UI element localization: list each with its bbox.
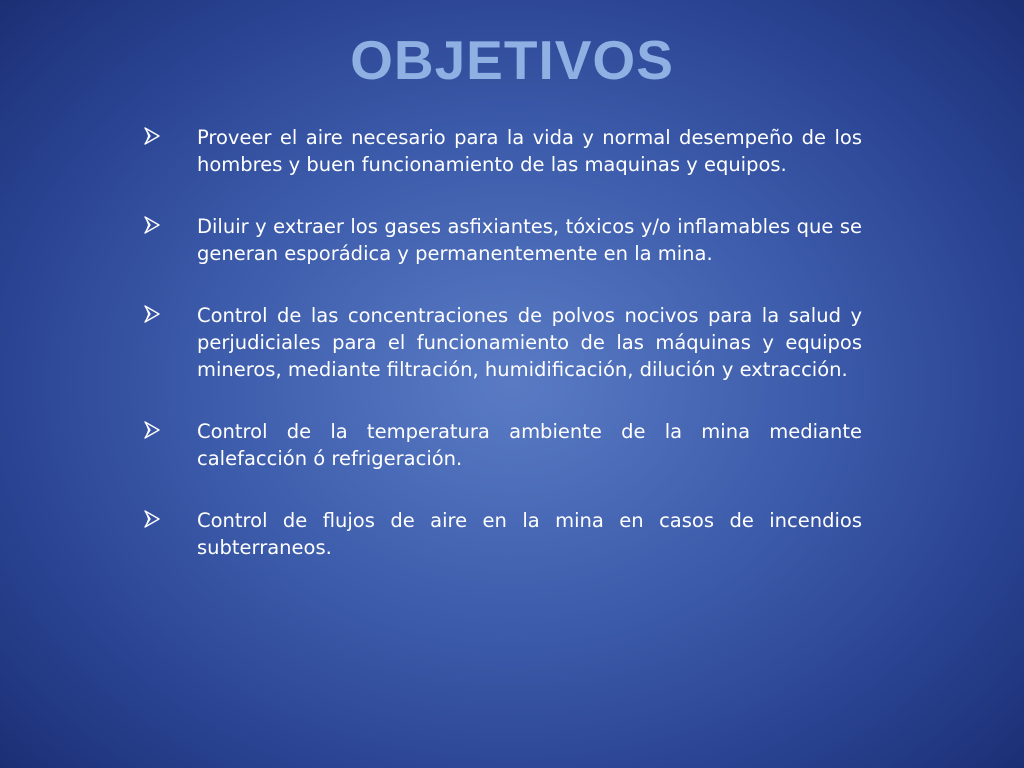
bullet-list — [140, 124, 862, 596]
bullet-text: Proveer el aire necesario para la vida y normal desempeño de los hombres y buen funcionamiento de las maquinas y equipos. — [197, 126, 862, 176]
bullet-item — [140, 418, 862, 472]
bullet-item — [140, 507, 862, 561]
bullet-text: Diluir y extraer los gases asfixiantes, tóxicos y/o inflamables que se generan esporádica y permanentemente en la mina. — [197, 215, 862, 265]
arrowhead-bullet-icon — [142, 304, 162, 324]
bullet-text: Control de las concentraciones de polvos nocivos para la salud y perjudiciales para el funcionamiento de las máquinas y equipos mineros, mediante filtración, humidificación, dilución y extracción. — [197, 304, 862, 381]
arrowhead-bullet-icon — [142, 509, 162, 529]
bullet-item — [140, 213, 862, 267]
slide-title: OBJETIVOS — [350, 29, 674, 91]
arrowhead-bullet-icon — [142, 215, 162, 235]
arrowhead-bullet-icon — [142, 126, 162, 146]
bullet-item — [140, 302, 862, 383]
arrowhead-bullet-icon — [142, 420, 162, 440]
bullet-item — [140, 124, 862, 178]
bullet-text: Control de la temperatura ambiente de la mina mediante calefacción ó refrigeración. — [197, 420, 862, 470]
bullet-text: Control de flujos de aire en la mina en casos de incendios subterraneos. — [197, 509, 862, 559]
